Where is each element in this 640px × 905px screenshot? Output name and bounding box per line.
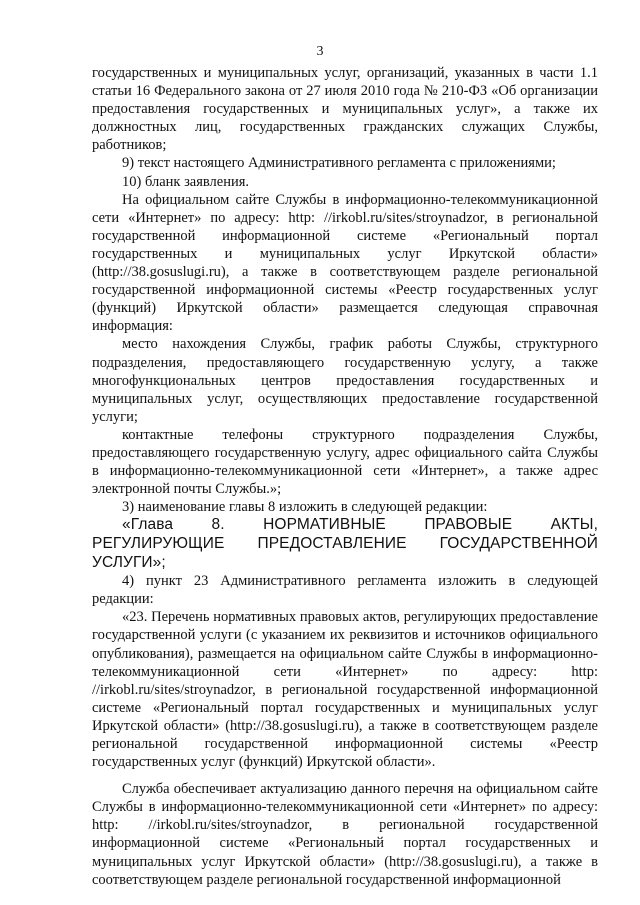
chapter-heading: «Глава 8. НОРМАТИВНЫЕ ПРАВОВЫЕ АКТЫ, РЕГУЛИРУЮЩИЕ ПРЕДОСТАВЛЕНИЕ ГОСУДАРСТВЕННОЙ УСЛУГИ»; <box>92 516 598 571</box>
paragraph-contacts: контактные телефоны структурного подразделения Службы, предоставляющего государственную услугу, адрес официального сайта Службы в информационно-телекоммуникационной сети «Интернет», а также адрес электронной почты Службы.»; <box>92 426 598 498</box>
paragraph-amendment-3: 3) наименование главы 8 изложить в следующей редакции: <box>122 499 488 516</box>
paragraph-item-9: 9) текст настоящего Административного регламента с приложениями; <box>122 155 556 172</box>
paragraph-item-10: 10) бланк заявления. <box>122 173 250 190</box>
paragraph-actualization: Служба обеспечивает актуализацию данного перечня на официальном сайте Службы в информационно-телекоммуникационной сети «Интернет» по адресу: http: //irkobl.ru/sites/stroynadzor, в региональной государственной информационной системе «Региональный портал государственных и муниципальных услуг Иркутской области» (http://38.gosuslugi.ru), а также в соответствующем разделе региональной государственной информационной <box>92 781 598 888</box>
paragraph-continuation: государственных и муниципальных услуг, организаций, указанных в части 1.1 статьи 16 Федерального закона от 27 июля 2010 года № 210-ФЗ «Об организации предоставления государственных и муниципальных услуг», а также их должностных лиц, государственных гражданских служащих Службы, работников; <box>92 65 598 154</box>
paragraph-official-site: На официальном сайте Службы в информационно-телекоммуникационной сети «Интернет» по адресу: http: //irkobl.ru/sites/stroynadzor, в региональной государственной информационной системе «Региональный портал государственных и муниципальных услуг Иркутской области» (http://38.gosuslugi.ru), а также в соответствующем разделе региональной государственной информационной системы «Реестр государственных услуг (функций) Иркутской области» размещается следующая справочная информация: <box>92 191 598 335</box>
paragraph-amendment-4: 4) пункт 23 Административного регламента изложить в следующей редакции: <box>92 573 598 608</box>
page-number: 3 <box>316 44 324 59</box>
document-body <box>92 64 598 889</box>
paragraph-location: место нахождения Службы, график работы Службы, структурного подразделения, предоставляющего государственную услугу, а также многофункциональных центров предоставления государственных и муниципальных услуг, осуществляющих предоставление государственной услуги; <box>92 336 598 425</box>
paragraph-point-23: «23. Перечень нормативных правовых актов, регулирующих предоставление государственной услуги (с указанием их реквизитов и источников официального опубликования), размещается на официальном сайте Службы в информационно-телекоммуникационной сети «Интернет» по адресу: http: //irkobl.ru/sites/stroynadzor, в региональной государственной информационной системе «Региональный портал государственных и муниципальных услуг Иркутской области» (http://38.gosuslugi.ru), а также в соответствующем разделе региональной государственной информационной системы «Реестр государственных услуг (функций) Иркутской области». <box>92 609 598 771</box>
